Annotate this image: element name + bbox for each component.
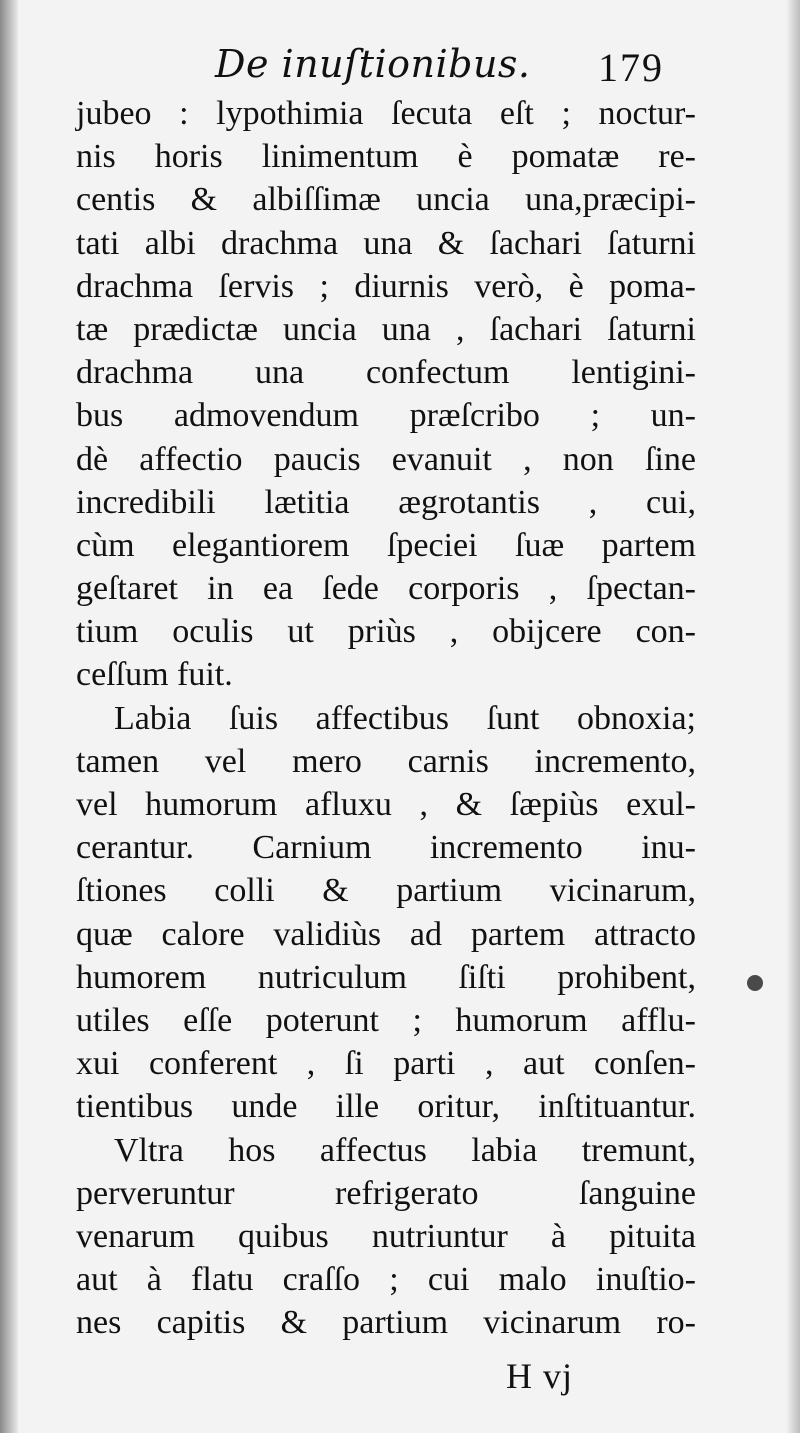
text-line: bus admovendum præſcribo ; un- bbox=[76, 397, 696, 435]
text-line: cùm elegantiorem ſpeciei ſuæ partem bbox=[76, 526, 696, 564]
text-line: xui conferent , ſi parti , aut conſen- bbox=[76, 1045, 696, 1083]
text-line: centis & albiſſimæ uncia una,præcipi- bbox=[76, 181, 696, 219]
paragraph-first-line: Vltra hos affectus labia tremunt, bbox=[114, 1131, 696, 1169]
text-line: incredibili lætitia ægrotantis , cui, bbox=[76, 483, 696, 521]
text-line: vel humorum afluxu , & ſæpiùs exul- bbox=[76, 786, 696, 823]
signature-mark: H vj bbox=[506, 1356, 573, 1396]
text-line: tientibus unde ille oritur, inſtituantur. bbox=[76, 1088, 696, 1126]
running-head bbox=[0, 42, 800, 94]
text-line: tium oculis ut priùs , obijcere con- bbox=[76, 613, 696, 651]
ink-blot bbox=[747, 975, 763, 991]
text-line: quæ calore validiùs ad partem attracto bbox=[76, 915, 696, 953]
text-line: nes capitis & partium vicinarum ro- bbox=[76, 1304, 696, 1342]
text-line: ceſſum fuit. bbox=[76, 656, 233, 694]
text-line: cerantur. Carnium incremento inu- bbox=[76, 829, 696, 867]
paragraph-first-line: Labia ſuis affectibus ſunt obnoxia; bbox=[114, 699, 696, 737]
text-line: dè affectio paucis evanuit , non ſine bbox=[76, 440, 696, 478]
text-line: aut à flatu craſſo ; cui malo inuſtio- bbox=[76, 1261, 696, 1299]
text-line: nis horis linimentum è pomatæ re- bbox=[76, 138, 696, 176]
text-line: humorem nutriculum ſiſti prohibent, bbox=[76, 958, 696, 996]
text-line: drachma ſervis ; diurnis verò, è poma- bbox=[76, 267, 696, 305]
text-line: tamen vel mero carnis incremento, bbox=[76, 742, 696, 780]
text-line: ſtiones colli & partium vicinarum, bbox=[76, 872, 696, 910]
page-number: 179 bbox=[598, 45, 664, 90]
text-line: tati albi drachma una & ſachari ſaturni bbox=[76, 224, 696, 262]
running-title: De inuſtionibus. bbox=[215, 42, 531, 86]
body-text bbox=[76, 92, 696, 1344]
text-line: perveruntur refrigerato ſanguine bbox=[76, 1174, 696, 1212]
text-line: jubeo : lypothimia ſecuta eſt ; noctur- bbox=[76, 95, 696, 132]
text-line: utiles eſſe poterunt ; humorum afflu- bbox=[76, 1001, 696, 1039]
page-edge-shadow bbox=[786, 0, 800, 1433]
text-line: drachma una confectum lentigini- bbox=[76, 354, 696, 392]
text-line: venarum quibus nutriuntur à pituita bbox=[76, 1217, 696, 1255]
page-gutter-shadow bbox=[0, 0, 18, 1433]
text-line: geſtaret in ea ſede corporis , ſpectan- bbox=[76, 570, 696, 608]
text-line: tæ prædictæ uncia una , ſachari ſaturni bbox=[76, 310, 696, 348]
